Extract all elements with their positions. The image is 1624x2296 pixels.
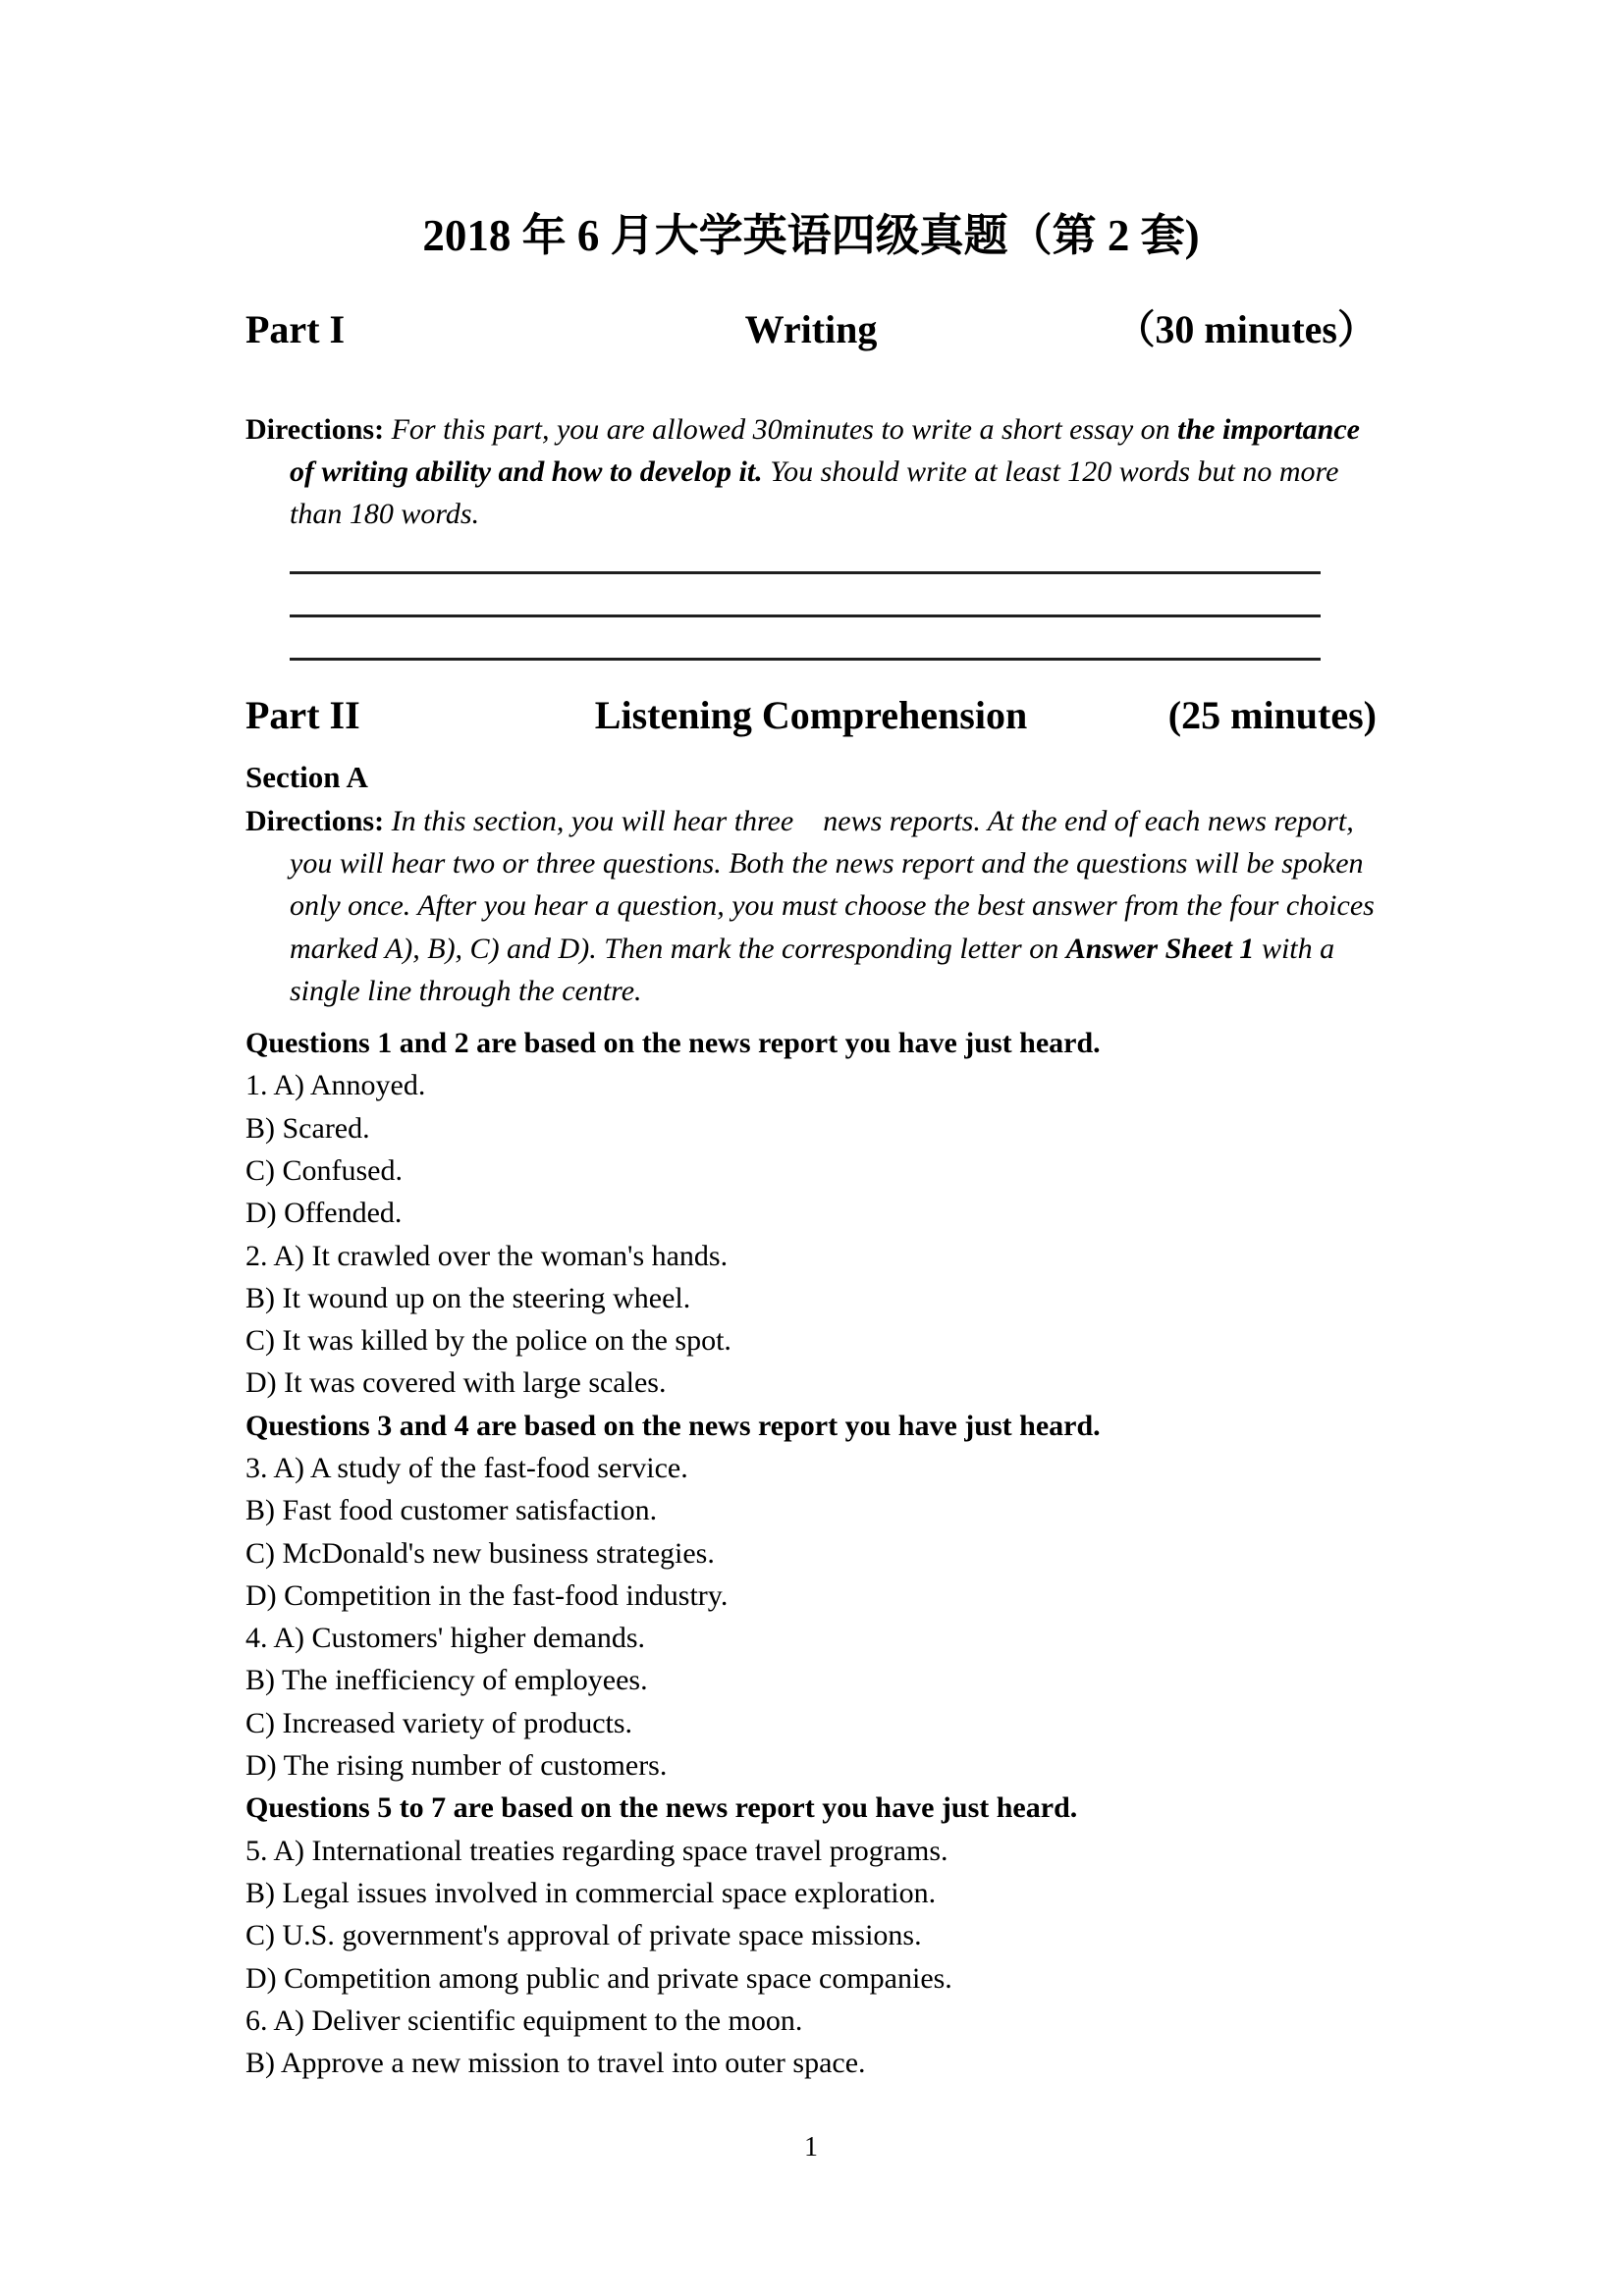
option-line: D) The rising number of customers. xyxy=(245,1749,668,1783)
part1-heading-row xyxy=(245,308,1377,351)
text-segment: For this part, you are allowed 30minutes to write a short essay on xyxy=(391,413,1178,446)
text-segment: with a single line through the centre. xyxy=(290,932,1335,1007)
part1-label: Part I xyxy=(245,307,346,351)
text-segment: Answer Sheet 1 xyxy=(1065,932,1255,965)
text-segment: the importance of writing ability and how to develop it. xyxy=(290,413,1360,488)
question-group-heading: Questions 5 to 7 are based on the news report you have just heard. xyxy=(245,1791,1078,1825)
option-line: B) Scared. xyxy=(245,1111,370,1145)
option-line: 3. A) A study of the fast-food service. xyxy=(245,1451,688,1484)
listening-question-groups xyxy=(245,1022,1377,2084)
option-line: C) Increased variety of products. xyxy=(245,1706,633,1739)
question-group-heading: Questions 1 and 2 are based on the news report you have just heard. xyxy=(245,1027,1101,1060)
text-segment: Directions: xyxy=(245,413,392,446)
text-segment: Directions: xyxy=(245,805,392,837)
text-segment: You should write at least 120 words but no more than 180 words. xyxy=(290,455,1339,530)
option-line: 5. A) International treaties regarding space travel programs. xyxy=(245,1834,948,1867)
option-line: 4. A) Customers' higher demands. xyxy=(245,1622,646,1655)
part2-section-title: Listening Comprehension xyxy=(594,693,1028,737)
page-content xyxy=(245,0,1377,2084)
option-line: C) It was killed by the police on the spot. xyxy=(245,1324,731,1358)
option-line: C) U.S. government's approval of private space missions. xyxy=(245,1919,922,1952)
question-group-1-2 xyxy=(245,1022,1377,1405)
option-line: 2. A) It crawled over the woman's hands. xyxy=(245,1239,729,1272)
document-title: 2018 年 6 月大学英语四级真题（第 2 套) xyxy=(422,211,1200,260)
question-group-heading: Questions 3 and 4 are based on the news report you have just heard. xyxy=(245,1409,1101,1442)
text-segment: In this section, you will hear three news reports. At the end of each news report, you will hear two or three questions. Both the news report and the questions will be spoken only once. After you hear a question, you must choose the best answer from the four choices marked A), B), C) and D). Then mark the corresponding letter on xyxy=(290,805,1375,965)
option-line: B) The inefficiency of employees. xyxy=(245,1664,648,1697)
part1-section-title: Writing xyxy=(744,307,878,351)
listening-directions xyxy=(245,800,1377,1012)
option-line: 6. A) Deliver scientific equipment to the moon. xyxy=(245,2003,803,2037)
option-line: B) It wound up on the steering wheel. xyxy=(245,1281,691,1314)
answer-blank-line xyxy=(290,531,1321,574)
option-line: D) It was covered with large scales. xyxy=(245,1366,667,1400)
option-line: C) McDonald's new business strategies. xyxy=(245,1536,715,1570)
option-line: C) Confused. xyxy=(245,1153,403,1187)
part2-duration: (25 minutes) xyxy=(1167,693,1378,737)
option-line: D) Competition in the fast-food industry. xyxy=(245,1578,729,1612)
essay-answer-blanks xyxy=(245,531,1377,661)
part1-duration: （30 minutes） xyxy=(1115,307,1378,351)
option-line: 1. A) Annoyed. xyxy=(245,1069,426,1102)
part2-heading-row xyxy=(245,694,1377,737)
question-group-3-4 xyxy=(245,1405,1377,1788)
part2-label: Part II xyxy=(245,693,360,737)
option-line: D) Offended. xyxy=(245,1197,403,1230)
option-line: B) Approve a new mission to travel into outer space. xyxy=(245,2047,866,2080)
question-group-5-7 xyxy=(245,1787,1377,2084)
writing-directions xyxy=(245,408,1377,535)
page-number: 1 xyxy=(804,2132,818,2163)
option-line: B) Fast food customer satisfaction. xyxy=(245,1494,658,1527)
option-line: D) Competition among public and private space companies. xyxy=(245,1961,952,1995)
answer-blank-line xyxy=(290,574,1321,617)
answer-blank-line xyxy=(290,617,1321,661)
section-a-label: Section A xyxy=(245,760,368,794)
option-line: B) Legal issues involved in commercial space exploration. xyxy=(245,1876,937,1909)
